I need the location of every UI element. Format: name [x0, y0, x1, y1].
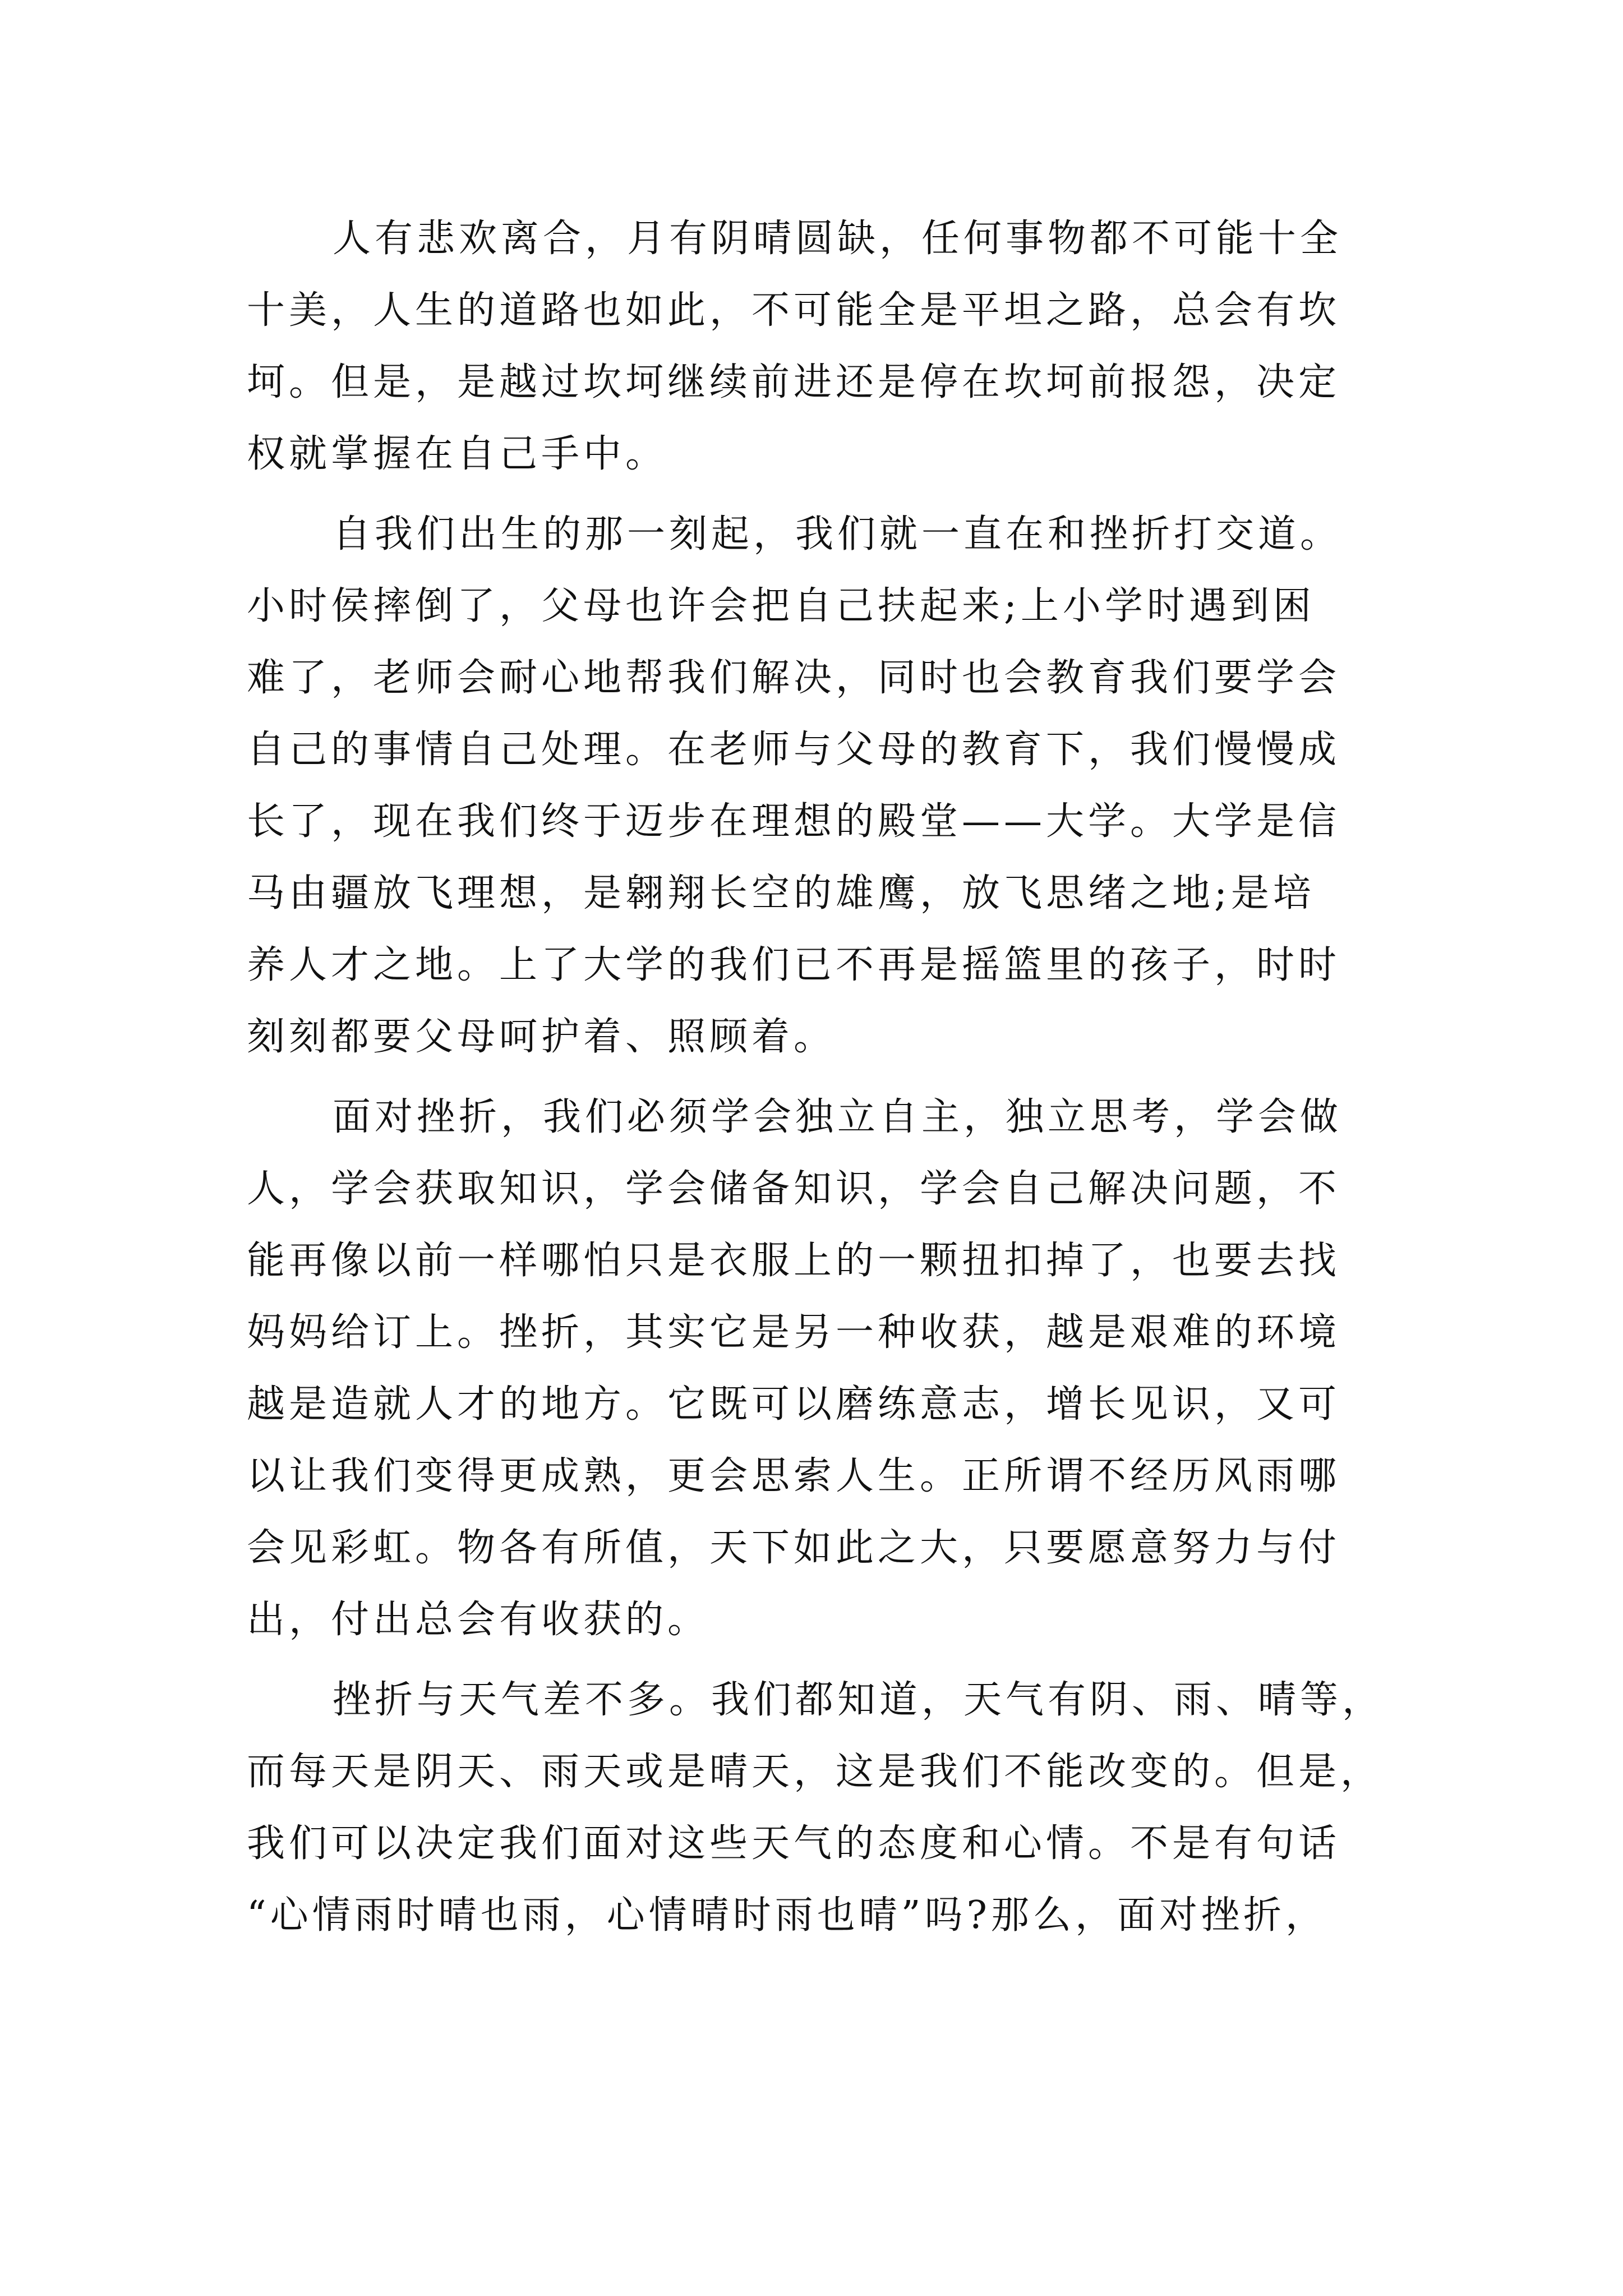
text-line: 挫折与天气差不多。我们都知道，天气有阴、雨、晴等， — [333, 1678, 1385, 1722]
text-line: 权就掌握在自己手中。 — [247, 432, 668, 476]
text-line: 越是造就人才的地方。它既可以磨练意志，增长见识，又可 — [247, 1382, 1341, 1427]
text-line: 人有悲欢离合，月有阴晴圆缺，任何事物都不可能十全 — [333, 217, 1343, 261]
text-line: “心情雨时晴也雨，心情晴时雨也晴”吗?那么，面对挫折， — [247, 1893, 1327, 1938]
document-body — [247, 203, 1391, 1952]
text-line: 妈妈给订上。挫折，其实它是另一种收获，越是艰难的环境 — [247, 1310, 1341, 1355]
text-line: 长了，现在我们终于迈步在理想的殿堂——大学。大学是信 — [247, 799, 1341, 844]
text-line: 人，学会获取知识，学会储备知识，学会自己解决问题，不 — [247, 1167, 1341, 1211]
text-line: 出，付出总会有收获的。 — [247, 1598, 710, 1642]
text-line: 养人才之地。上了大学的我们已不再是摇篮里的孩子，时时 — [247, 943, 1341, 987]
text-line: 而每天是阴天、雨天或是晴天，这是我们不能改变的。但是， — [247, 1750, 1383, 1794]
text-line: 我们可以决定我们面对这些天气的态度和心情。不是有句话 — [247, 1821, 1341, 1866]
text-line: 以让我们变得更成熟，更会思索人生。正所谓不经历风雨哪 — [247, 1454, 1341, 1498]
text-line: 马由疆放飞理想，是翱翔长空的雄鹰，放飞思绪之地;是培 — [247, 871, 1315, 915]
text-line: 十美，人生的道路也如此，不可能全是平坦之路，总会有坎 — [247, 288, 1341, 333]
paragraph-2 — [247, 499, 1391, 1073]
text-line: 会见彩虹。物各有所值，天下如此之大，只要愿意努力与付 — [247, 1526, 1341, 1570]
text-line: 刻刻都要父母呵护着、照顾着。 — [247, 1015, 836, 1059]
text-line: 难了，老师会耐心地帮我们解决，同时也会教育我们要学会 — [247, 656, 1341, 700]
text-line: 坷。但是，是越过坎坷继续前进还是停在坎坷前报怨，决定 — [247, 360, 1341, 404]
text-line: 面对挫折，我们必须学会独立自主，独立思考，学会做 — [333, 1095, 1343, 1139]
text-line: 小时侯摔倒了，父母也许会把自己扶起来;上小学时遇到困 — [247, 584, 1315, 628]
text-line: 自己的事情自己处理。在老师与父母的教育下，我们慢慢成 — [247, 728, 1341, 772]
text-line: 能再像以前一样哪怕只是衣服上的一颗扭扣掉了，也要去找 — [247, 1239, 1341, 1283]
text-line: 自我们出生的那一刻起，我们就一直在和挫折打交道。 — [333, 512, 1343, 556]
paragraph-4 — [247, 1664, 1391, 1952]
paragraph-3 — [247, 1082, 1391, 1656]
paragraph-1 — [247, 203, 1391, 490]
